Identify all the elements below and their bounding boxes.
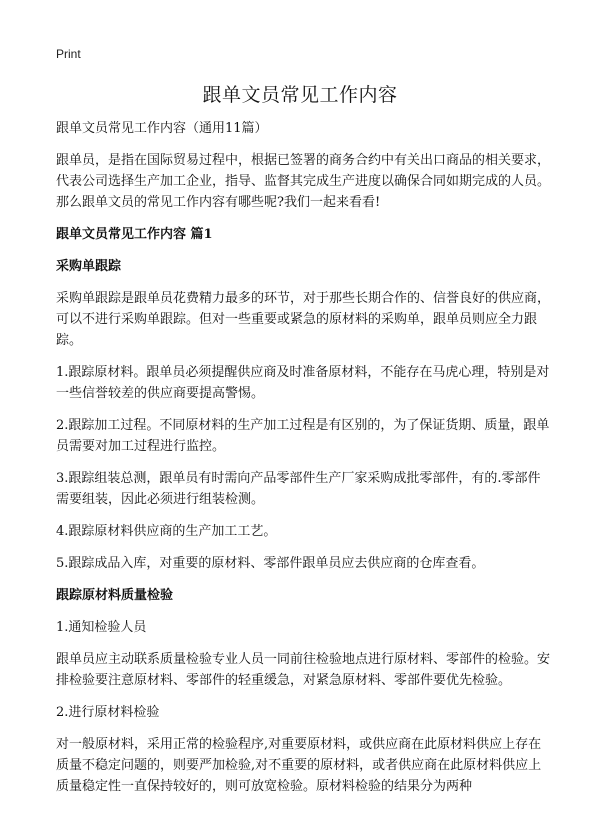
purchase-item: 1.跟踪原材料。跟单员必须提醒供应商及时准备原材料，不能存在马虎心理，特别是对一些信誉较差的供应商要提高警惕。 bbox=[56, 365, 550, 401]
purchase-item: 2.跟踪加工过程。不同原材料的生产加工过程是有区别的，为了保证货期、质量，跟单员需要对加工过程进行监控。 bbox=[56, 418, 550, 454]
purchase-heading: 采购单跟踪 bbox=[56, 259, 122, 274]
document-body bbox=[56, 118, 550, 808]
intro-paragraph: 跟单员，是指在国际贸易过程中，根据已签署的商务合约中有关出口商品的相关要求，代表公司选择生产加工企业，指导、监督其完成生产进度以确保合同如期完成的人员。那么跟单文员的常见工作内容有哪些呢?我们一起来看看! bbox=[56, 153, 551, 210]
quality-step-label: 1.通知检验人员 bbox=[56, 620, 147, 635]
quality-heading: 跟踪原材料质量检验 bbox=[56, 588, 174, 603]
purchase-intro-paragraph: 采购单跟踪是跟单员花费精力最多的环节，对于那些长期合作的、信誉良好的供应商，可以不进行采购单跟踪。但对一些重要或紧急的原材料的采购单，跟单员则应全力跟踪。 bbox=[56, 291, 551, 348]
purchase-item: 4.跟踪原材料供应商的生产加工工艺。 bbox=[56, 524, 277, 539]
print-link[interactable]: Print bbox=[56, 47, 81, 61]
section-heading: 跟单文员常见工作内容 篇1 bbox=[56, 227, 213, 242]
quality-step-paragraph: 跟单员应主动联系质量检验专业人员一同前往检验地点进行原材料、零部件的检验。安排检验要注意原材料、零部件的轻重缓急，对紧急原材料、零部件要优先检验。 bbox=[56, 652, 551, 688]
purchase-item: 3.跟踪组装总测，跟单员有时需向产品零部件生产厂家采购成批零部件，有的.零部件需要组装，因此必须进行组装检测。 bbox=[56, 471, 541, 507]
quality-step-label: 2.进行原材料检验 bbox=[56, 705, 160, 720]
quality-step-paragraph: 对一般原材料，采用正常的检验程序,对重要原材料，或供应商在此原材料供应上存在质量不稳定问题的，则要严加检验,对不重要的原材料，或者供应商在此原材料供应上质量稳定性一直保持较好的，则可放宽检验。原材料检验的结果分为两种 bbox=[56, 737, 542, 794]
document-title: 跟单文员常见工作内容 bbox=[202, 84, 398, 106]
purchase-item: 5.跟踪成品入库，对重要的原材料、零部件跟单员应去供应商的仓库查看。 bbox=[56, 556, 485, 571]
document-subtitle: 跟单文员常见工作内容（通用11篇） bbox=[56, 121, 268, 136]
